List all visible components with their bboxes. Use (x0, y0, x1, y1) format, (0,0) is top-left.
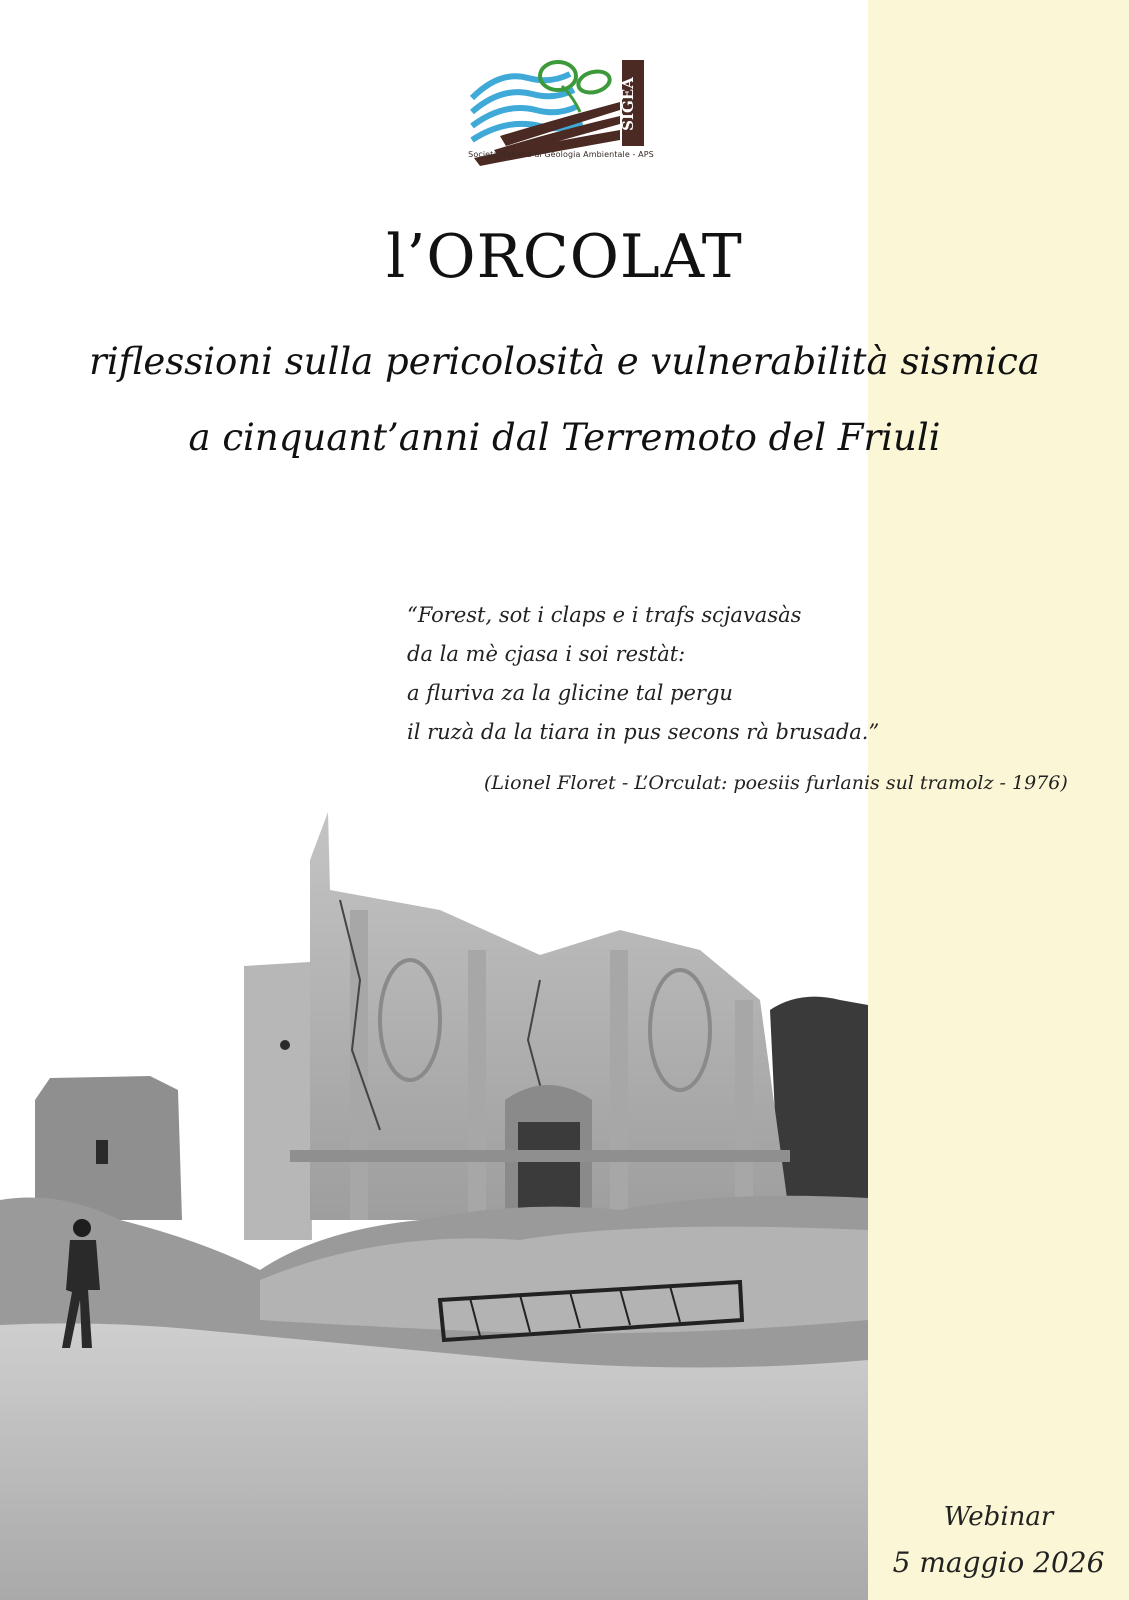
poem-line: da la mè cjasa i soi restàt: (407, 642, 686, 666)
poem-quote (407, 596, 879, 752)
poem-line: “Forest, sot i claps e i trafs scjavasàs (407, 603, 802, 627)
poem-line: il ruzà da la tiara in pus secons rà brusada.” (407, 720, 880, 744)
logo-caption: Società Italiana di Geologia Ambientale - APS (468, 150, 654, 159)
poem-line: a fluriva za la glicine tal pergu (407, 681, 733, 705)
earthquake-ruins-photo (0, 800, 868, 1600)
subtitle-line-1: riflessioni sulla pericolosità e vulnerabilità sismica (89, 340, 1040, 383)
subtitle-line-2: a cinquant’anni dal Terremoto del Friuli (188, 416, 941, 459)
webinar-label: Webinar (943, 1502, 1054, 1532)
webinar-date: 5 maggio 2026 (892, 1546, 1105, 1579)
page-title: l’ORCOLAT (386, 222, 743, 292)
sigea-logo-wordmark: SIGEA (619, 77, 637, 131)
poem-attribution: (Lionel Floret - L’Orculat: poesiis furlanis sul tramolz - 1976) (484, 772, 1068, 794)
